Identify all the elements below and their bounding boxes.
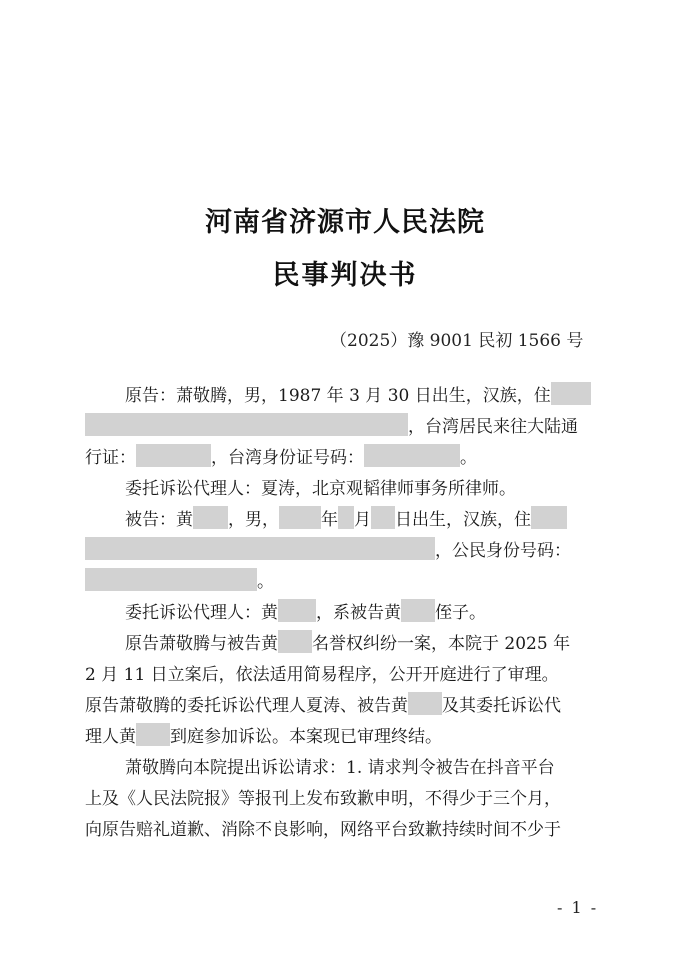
- claims-line-1: 萧敬腾向本院提出诉讼请求：1. 请求判令被告在抖音平台: [125, 758, 555, 778]
- case-intro-line-4: [85, 722, 610, 753]
- redacted-block: [279, 506, 321, 529]
- defendant-agent-text: 委托诉讼代理人：黄: [125, 603, 278, 623]
- defendant-line-end: 。: [257, 572, 274, 592]
- defendant-line-2: [85, 536, 610, 567]
- plaintiff-line-end: 。: [460, 448, 477, 468]
- case-intro-text-2: 名誉权纠纷一案，本院于 2025 年: [312, 634, 571, 654]
- case-intro-line-1: [85, 629, 610, 660]
- defendant-line-3: [85, 567, 610, 598]
- year-label: 年: [321, 510, 338, 530]
- judgment-body: [85, 381, 610, 846]
- case-intro-text-3: 原告萧敬腾的委托诉讼代理人夏涛、被告黄: [85, 696, 408, 716]
- document-type-title: 民事判决书: [272, 260, 418, 291]
- redacted-block: [551, 382, 591, 405]
- redacted-block: [278, 599, 316, 622]
- defendant-agent-line: [85, 598, 610, 629]
- case-intro-text-6: 到庭参加诉讼。本案现已审理终结。: [170, 727, 442, 747]
- defendant-agent-relation: ，系被告黄: [316, 603, 401, 623]
- plaintiff-line-2: [85, 412, 610, 443]
- defendant-name-text: 被告：黄: [125, 510, 193, 530]
- redacted-block: [371, 506, 395, 529]
- case-intro-text-5: 理人黄: [85, 727, 136, 747]
- case-intro-line-2: 2 月 11 日立案后，依法适用简易程序，公开开庭进行了审理。: [85, 665, 559, 685]
- plaintiff-id-label: ，台湾身份证号码：: [211, 448, 364, 468]
- redacted-block: [136, 723, 170, 746]
- redacted-block: [85, 413, 408, 436]
- page-number: - 1 -: [557, 898, 599, 917]
- redacted-block: [278, 630, 312, 653]
- case-number: （2025）豫 9001 民初 1566 号: [330, 331, 584, 351]
- plaintiff-info-text: 原告：萧敬腾，男，1987 年 3 月 30 日出生，汉族，住: [125, 386, 551, 406]
- defendant-id-label: ，公民身份号码：: [435, 541, 571, 561]
- claims-line-3: 向原告赔礼道歉、消除不良影响，网络平台致歉持续时间不少于: [85, 820, 561, 840]
- plaintiff-permit-text: 行证：: [85, 448, 136, 468]
- redacted-block: [364, 444, 460, 467]
- plaintiff-permit-label: ，台湾居民来往大陆通: [408, 417, 578, 437]
- defendant-birth-text: 日出生，汉族，住: [395, 510, 531, 530]
- redacted-block: [408, 692, 442, 715]
- claims-line-2: 上及《人民法院报》等报刊上发布致歉申明，不得少于三个月，: [85, 789, 561, 809]
- plaintiff-line-1: [85, 381, 610, 412]
- redacted-block: [85, 537, 435, 560]
- case-intro-text: 原告萧敬腾与被告黄: [125, 634, 278, 654]
- defendant-gender-text: ，男，: [228, 510, 279, 530]
- redacted-block: [531, 506, 567, 529]
- month-label: 月: [354, 510, 371, 530]
- case-intro-line-3: [85, 691, 610, 722]
- defendant-agent-end: 侄子。: [435, 603, 486, 623]
- redacted-block: [193, 506, 228, 529]
- redacted-block: [401, 599, 435, 622]
- plaintiff-agent-line: 委托诉讼代理人：夏涛，北京观韬律师事务所律师。: [125, 479, 516, 499]
- defendant-line-1: [85, 505, 610, 536]
- redacted-block: [136, 444, 211, 467]
- redacted-block: [338, 506, 354, 529]
- redacted-block: [85, 568, 257, 591]
- plaintiff-line-3: [85, 443, 610, 474]
- case-intro-text-4: 及其委托诉讼代: [442, 696, 561, 716]
- court-title: 河南省济源市人民法院: [205, 207, 485, 238]
